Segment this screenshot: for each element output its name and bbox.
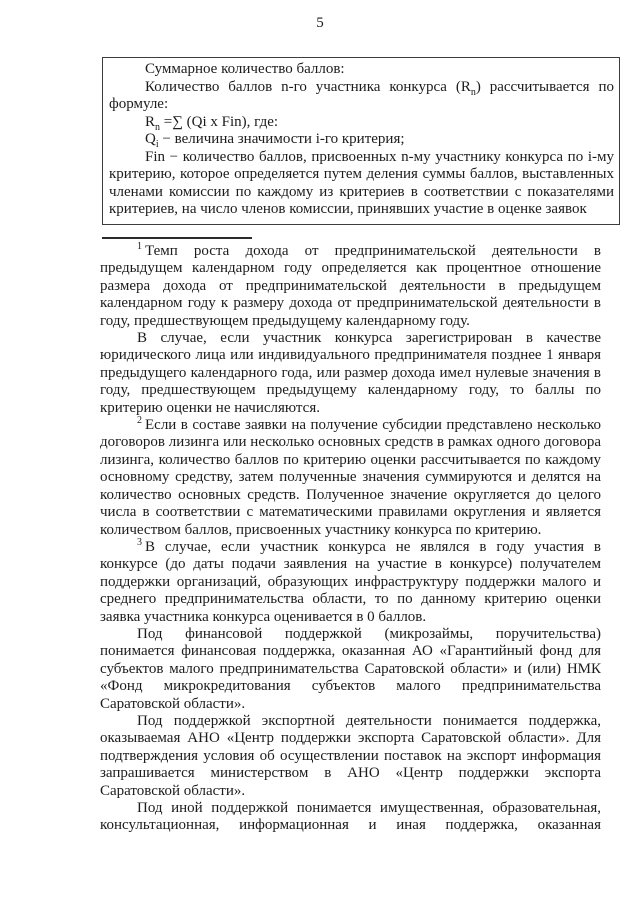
footnote-financial-support-text: Под финансовой поддержкой (микрозаймы, поручительства) понимается финансовая поддержка, оказанная АО «Гарантийный фонд для субъектов малого предпринимательства Саратовской области» и (или) НМК «Фонд микрокредитования субъектов малого предпринимательства Саратовской области». <box>100 625 601 712</box>
fin-definition-text: Fin − количество баллов, присвоенных n-му участнику конкурса по i-му критерию, которое определяется путем деления суммы баллов, выставленных членами комиссии по каждому из критериев в соответствии с показателями критериев, на число членов комиссии, принявших участие в оценке заявок <box>109 148 614 217</box>
footnote-1 <box>100 243 601 330</box>
box-calculation-line <box>109 79 614 114</box>
formula-text-post: =∑ (Qi x Fin), где: <box>160 113 279 130</box>
footnote-2 <box>100 417 601 539</box>
footnote-export-support <box>100 713 601 800</box>
q-subscript: i <box>155 139 159 150</box>
footnote-3-marker: 3 <box>137 536 142 548</box>
footnote-1-continuation <box>100 330 601 417</box>
footnote-1-marker: 1 <box>137 241 142 252</box>
footnote-1-continuation-text: В случае, если участник конкурса зарегистрирован в качестве юридического лица или индивидуального предпринимателя позднее 1 января предыдущего календарного года, или размер дохода имел нулевые значения в году, предшествующем предыдущему календарному году, то баллы по критерию оценки не начисляются. <box>100 330 601 416</box>
footnote-financial-support <box>100 626 601 713</box>
formula-text-pre: R <box>145 113 156 130</box>
box-summary-line <box>109 61 614 79</box>
footnote-1-text: Темп роста дохода от предпринимательской деятельности в предыдущем календарном году определяется как процентное отношение размера дохода от предпринимательской деятельности в предыдущем календарном году к размеру дохода от предпринимательской деятельности в году, предшествующем предыдущему календарному году. <box>100 243 601 329</box>
footnote-other-support <box>100 800 601 835</box>
calc-text-pre: Количество баллов n-го участника конкурса (R <box>145 78 471 95</box>
calc-text-post: ) рассчитывается по формуле: <box>109 78 614 112</box>
formula-subscript: n <box>155 121 161 133</box>
footnote-3 <box>100 536 601 626</box>
footnote-separator <box>102 237 252 239</box>
calc-subscript: n <box>470 86 476 98</box>
box-formula-line <box>109 114 614 132</box>
footnote-other-support-text: Под иной поддержкой понимается имущественная, образовательная, консультационная, информационная и иная поддержка, оказанная <box>100 800 601 834</box>
page-number: 5 <box>316 15 324 31</box>
footnote-2-marker: 2 <box>137 415 142 427</box>
footnote-3-text: В случае, если участник конкурса не являлся в году участия в конкурсе (до даты подачи заявления на участие в конкурсе) получателем поддержки организаций, образующих инфраструктуру поддержки малого и среднего предпринимательства области, то по данному критерию оценки заявка участника конкурса оценивается в 0 баллов. <box>100 538 601 625</box>
box-fin-definition <box>109 149 614 219</box>
box-q-definition-line <box>109 131 614 149</box>
footnote-export-support-text: Под поддержкой экспортной деятельности понимается поддержка, оказываемая АНО «Центр поддержки экспорта Саратовской области». Для подтверждения условия об осуществлении поставок на экспорт информация запрашивается министерством в АНО «Центр поддержки экспорта Саратовской области». <box>100 712 601 799</box>
footnote-2-text: Если в составе заявки на получение субсидии представлено несколько договоров лизинга или несколько основных средств в рамках одного договора лизинга, количество баллов по критерию оценки рассчитывается по каждому основному средству, затем полученные значения суммируются и делятся на количество основных средств. Полученное значение округляется до целого числа в соответствии с математическими правилами округления и является количеством баллов, присвоенных участнику конкурса по критерию. <box>100 417 601 538</box>
box-summary-text: Суммарное количество баллов: <box>145 61 345 77</box>
q-text-pre: Q <box>145 131 156 147</box>
scoring-formula-box <box>102 57 620 225</box>
footnotes-section <box>100 243 601 835</box>
q-text-post: − величина значимости i-го критерия; <box>158 131 405 147</box>
